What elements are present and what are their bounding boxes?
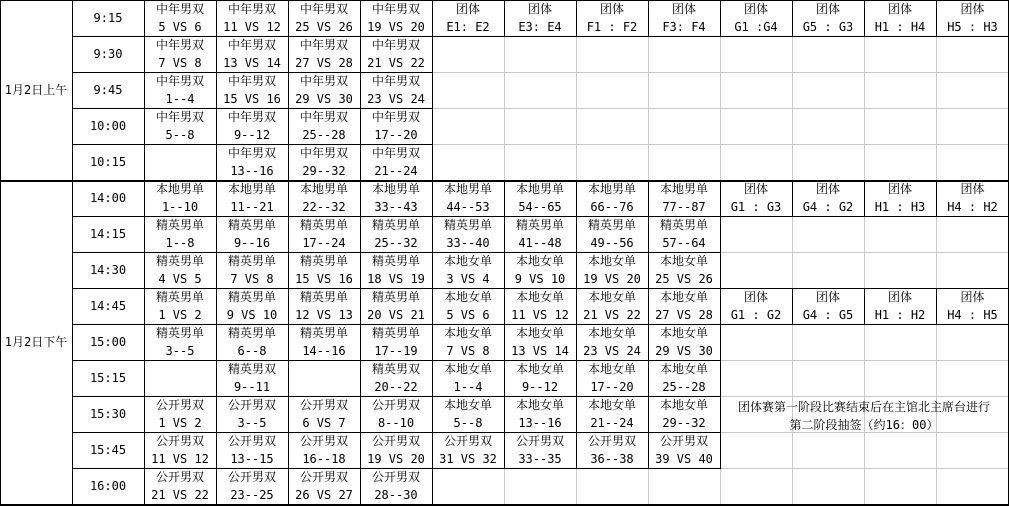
event-name: 精英男双 xyxy=(227,362,276,376)
event-name: 精英男单 xyxy=(299,218,348,232)
time-cell: 14:15 xyxy=(89,227,127,241)
draw-note-line2: 第二阶段抽签（约16：00） xyxy=(789,418,939,432)
match-pairing: 5 VS 6 xyxy=(158,20,202,34)
match-pairing: 1--8 xyxy=(165,236,195,250)
match-pairing: 25--28 xyxy=(302,128,346,142)
event-name: 本地女单 xyxy=(443,362,492,376)
event-name: 本地男单 xyxy=(587,182,636,196)
event-name: 中年男双 xyxy=(155,74,204,88)
match-pairing: 1--10 xyxy=(161,200,199,214)
match-pairing: 14--16 xyxy=(302,344,346,358)
time-cell: 15:30 xyxy=(89,407,127,421)
match-pairing: 49--56 xyxy=(590,236,634,250)
event-name: 公开男双 xyxy=(515,434,564,448)
match-pairing: 23 VS 24 xyxy=(583,344,641,358)
match-pairing: 15 VS 16 xyxy=(223,92,281,106)
event-name: 本地男单 xyxy=(155,182,204,196)
time-cell: 15:45 xyxy=(89,443,127,457)
match-pairing: 31 VS 32 xyxy=(439,452,497,466)
match-pairing: 11 VS 12 xyxy=(151,452,209,466)
event-name: 本地女单 xyxy=(515,290,564,304)
event-name: 本地女单 xyxy=(659,290,708,304)
event-name: 中年男双 xyxy=(371,74,420,88)
event-name: 公开男双 xyxy=(299,470,348,484)
event-name: 精英男单 xyxy=(227,290,276,304)
match-pairing: 11--21 xyxy=(230,200,274,214)
grid-line xyxy=(432,72,433,109)
match-pairing: 6--8 xyxy=(237,344,267,358)
grid-line xyxy=(432,36,433,73)
match-pairing: 29 VS 30 xyxy=(295,92,353,106)
event-name: 公开男双 xyxy=(155,434,204,448)
match-pairing: 39 VS 40 xyxy=(655,452,713,466)
match-pairing: 29 VS 30 xyxy=(655,344,713,358)
event-name: 团体 xyxy=(815,2,840,16)
match-pairing: H5 : H3 xyxy=(947,20,998,34)
time-cell: 10:15 xyxy=(89,155,127,169)
event-name: 精英男单 xyxy=(155,254,204,268)
match-pairing: 9 VS 10 xyxy=(514,272,566,286)
match-pairing: 20 VS 21 xyxy=(367,308,425,322)
match-pairing: 5--8 xyxy=(453,416,483,430)
match-pairing: 22--32 xyxy=(302,200,346,214)
match-pairing: 36--38 xyxy=(590,452,634,466)
match-pairing: 28--30 xyxy=(374,488,418,502)
match-pairing: 6 VS 7 xyxy=(302,416,346,430)
event-name: 本地男单 xyxy=(443,182,492,196)
event-name: 团体 xyxy=(815,290,840,304)
event-name: 精英男单 xyxy=(371,326,420,340)
event-name: 公开男双 xyxy=(371,470,420,484)
event-name: 本地女单 xyxy=(443,398,492,412)
event-name: 本地女单 xyxy=(659,254,708,268)
event-name: 本地女单 xyxy=(587,326,636,340)
event-name: 中年男双 xyxy=(155,110,204,124)
match-pairing: 57--64 xyxy=(662,236,706,250)
match-pairing: 9 VS 10 xyxy=(226,308,278,322)
event-name: 精英男单 xyxy=(371,254,420,268)
event-name: 中年男双 xyxy=(299,38,348,52)
event-name: 公开男双 xyxy=(227,434,276,448)
match-pairing: 7 VS 8 xyxy=(158,56,202,70)
match-pairing: H1 : H4 xyxy=(874,20,926,34)
time-cell: 9:30 xyxy=(93,47,123,61)
event-name: 团体 xyxy=(743,290,768,304)
match-pairing: 41--48 xyxy=(518,236,562,250)
event-name: 本地女单 xyxy=(443,290,492,304)
session-label: 1月2日上午 xyxy=(4,83,68,97)
match-pairing: F3: F4 xyxy=(662,20,706,34)
event-name: 团体 xyxy=(743,182,768,196)
event-name: 精英男单 xyxy=(227,218,276,232)
event-name: 中年男双 xyxy=(371,38,420,52)
event-name: 中年男双 xyxy=(155,2,204,16)
event-name: 团体 xyxy=(960,182,985,196)
match-pairing: 9--12 xyxy=(521,380,559,394)
event-name: 本地女单 xyxy=(659,398,708,412)
match-pairing: 7 VS 8 xyxy=(230,272,274,286)
match-pairing: E1: E2 xyxy=(446,20,490,34)
match-pairing: 3--5 xyxy=(237,416,267,430)
match-pairing: 27 VS 28 xyxy=(295,56,353,70)
match-pairing: F1 : F2 xyxy=(586,20,638,34)
event-name: 本地男单 xyxy=(227,182,276,196)
session-label: 1月2日下午 xyxy=(4,335,68,349)
event-name: 中年男双 xyxy=(299,74,348,88)
match-pairing: H4 : H2 xyxy=(947,200,998,214)
match-pairing: H4 : H5 xyxy=(947,308,998,322)
match-pairing: 33--43 xyxy=(374,200,418,214)
event-name: 精英男单 xyxy=(155,218,204,232)
grid-line xyxy=(720,432,721,469)
event-name: 本地女单 xyxy=(587,398,636,412)
event-name: 公开男双 xyxy=(659,434,708,448)
event-name: 本地女单 xyxy=(587,290,636,304)
event-name: 公开男双 xyxy=(299,398,348,412)
event-name: 中年男双 xyxy=(371,2,420,16)
match-pairing: 29--32 xyxy=(302,164,346,178)
time-cell: 15:15 xyxy=(89,371,127,385)
event-name: 中年男双 xyxy=(227,110,276,124)
match-pairing: 15 VS 16 xyxy=(295,272,353,286)
match-pairing: G4 : G5 xyxy=(802,308,854,322)
event-name: 团体 xyxy=(671,2,696,16)
event-name: 中年男双 xyxy=(227,74,276,88)
event-name: 本地女单 xyxy=(659,326,708,340)
match-pairing: 25 VS 26 xyxy=(655,272,713,286)
match-pairing: 21--24 xyxy=(374,164,418,178)
event-name: 团体 xyxy=(960,290,985,304)
event-name: 中年男双 xyxy=(155,38,204,52)
grid-line xyxy=(432,144,433,181)
match-pairing: 21 VS 22 xyxy=(151,488,209,502)
match-pairing: H1 : H2 xyxy=(874,308,926,322)
time-cell: 10:00 xyxy=(89,119,127,133)
match-pairing: 23 VS 24 xyxy=(367,92,425,106)
event-name: 精英男单 xyxy=(155,326,204,340)
event-name: 公开男双 xyxy=(299,434,348,448)
event-name: 团体 xyxy=(887,290,912,304)
match-pairing: 7 VS 8 xyxy=(446,344,490,358)
match-pairing: 27 VS 28 xyxy=(655,308,713,322)
match-pairing: 33--40 xyxy=(446,236,490,250)
match-pairing: 44--53 xyxy=(446,200,490,214)
match-pairing: 21--24 xyxy=(590,416,634,430)
time-cell: 9:15 xyxy=(93,11,123,25)
match-pairing: 18 VS 19 xyxy=(367,272,425,286)
event-name: 本地女单 xyxy=(443,254,492,268)
event-name: 中年男双 xyxy=(227,38,276,52)
event-name: 团体 xyxy=(455,2,480,16)
event-name: 精英男单 xyxy=(371,218,420,232)
time-cell: 14:45 xyxy=(89,299,127,313)
event-name: 团体 xyxy=(887,2,912,16)
grid-line xyxy=(720,216,721,253)
match-pairing: 13 VS 14 xyxy=(511,344,569,358)
grid-line xyxy=(144,144,145,181)
event-name: 中年男双 xyxy=(371,146,420,160)
match-pairing: 4 VS 5 xyxy=(158,272,202,286)
event-name: 团体 xyxy=(815,182,840,196)
match-pairing: 17--19 xyxy=(374,344,418,358)
event-name: 团体 xyxy=(743,2,768,16)
time-cell: 14:30 xyxy=(89,263,127,277)
event-name: 公开男双 xyxy=(371,398,420,412)
event-name: 团体 xyxy=(960,2,985,16)
event-name: 本地男单 xyxy=(659,182,708,196)
match-pairing: 19 VS 20 xyxy=(367,452,425,466)
match-pairing: 13--15 xyxy=(230,452,274,466)
time-cell: 15:00 xyxy=(89,335,127,349)
match-pairing: 13--16 xyxy=(230,164,274,178)
event-name: 中年男双 xyxy=(299,146,348,160)
match-pairing: 25--28 xyxy=(662,380,706,394)
match-pairing: 11 VS 12 xyxy=(223,20,281,34)
event-name: 公开男双 xyxy=(443,434,492,448)
match-pairing: 12 VS 13 xyxy=(295,308,353,322)
grid-line xyxy=(144,360,145,397)
match-pairing: 5 VS 6 xyxy=(446,308,490,322)
match-pairing: 19 VS 20 xyxy=(583,272,641,286)
event-name: 精英男单 xyxy=(515,218,564,232)
match-pairing: 9--11 xyxy=(233,380,271,394)
match-pairing: 13 VS 14 xyxy=(223,56,281,70)
match-pairing: 3--5 xyxy=(165,344,195,358)
event-name: 精英男单 xyxy=(299,254,348,268)
match-pairing: 21 VS 22 xyxy=(583,308,641,322)
event-name: 精英男单 xyxy=(299,290,348,304)
event-name: 本地男单 xyxy=(371,182,420,196)
match-pairing: 5--8 xyxy=(165,128,195,142)
event-name: 中年男双 xyxy=(299,2,348,16)
event-name: 精英男单 xyxy=(587,218,636,232)
event-name: 精英男单 xyxy=(299,326,348,340)
match-pairing: E3: E4 xyxy=(518,20,562,34)
event-name: 本地女单 xyxy=(587,362,636,376)
grid-line xyxy=(720,360,721,397)
match-pairing: 26 VS 27 xyxy=(295,488,353,502)
event-name: 中年男双 xyxy=(299,110,348,124)
event-name: 精英男单 xyxy=(227,254,276,268)
match-pairing: 25--32 xyxy=(374,236,418,250)
event-name: 精英男单 xyxy=(227,326,276,340)
event-name: 中年男双 xyxy=(227,146,276,160)
match-pairing: 29--32 xyxy=(662,416,706,430)
grid-line xyxy=(0,0,1,505)
match-pairing: 17--20 xyxy=(590,380,634,394)
match-pairing: 13--16 xyxy=(518,416,562,430)
event-name: 精英男单 xyxy=(155,290,204,304)
match-pairing: 17--20 xyxy=(374,128,418,142)
match-pairing: G5 : G3 xyxy=(802,20,854,34)
match-pairing: G1 : G2 xyxy=(730,308,782,322)
match-pairing: 77--87 xyxy=(662,200,706,214)
event-name: 团体 xyxy=(599,2,624,16)
event-name: 公开男双 xyxy=(155,398,204,412)
match-pairing: G4 : G2 xyxy=(802,200,854,214)
match-pairing: 9--12 xyxy=(233,128,271,142)
match-pairing: 9--16 xyxy=(233,236,271,250)
match-pairing: 25 VS 26 xyxy=(295,20,353,34)
event-name: 中年男双 xyxy=(227,2,276,16)
match-pairing: 16--18 xyxy=(302,452,346,466)
grid-line xyxy=(720,252,721,289)
event-name: 本地女单 xyxy=(659,362,708,376)
match-pairing: 66--76 xyxy=(590,200,634,214)
event-name: 精英男单 xyxy=(443,218,492,232)
match-pairing: 21 VS 22 xyxy=(367,56,425,70)
grid-line xyxy=(432,108,433,145)
match-pairing: 20--22 xyxy=(374,380,418,394)
match-pairing: 1--4 xyxy=(165,92,195,106)
draw-note-line1: 团体赛第一阶段比赛结束后在主馆北主席台进行 xyxy=(737,400,990,414)
event-name: 精英男双 xyxy=(371,362,420,376)
match-pairing: 54--65 xyxy=(518,200,562,214)
match-pairing: H1 : H3 xyxy=(874,200,926,214)
match-pairing: 3 VS 4 xyxy=(446,272,490,286)
event-name: 本地女单 xyxy=(587,254,636,268)
time-cell: 16:00 xyxy=(89,479,127,493)
grid-line xyxy=(432,468,433,505)
event-name: 精英男单 xyxy=(659,218,708,232)
event-name: 精英男单 xyxy=(371,290,420,304)
grid-line xyxy=(0,0,73,1)
grid-line xyxy=(288,360,289,397)
event-name: 公开男双 xyxy=(371,434,420,448)
match-pairing: 23--25 xyxy=(230,488,274,502)
event-name: 团体 xyxy=(527,2,552,16)
time-cell: 9:45 xyxy=(93,83,123,97)
event-name: 本地女单 xyxy=(443,326,492,340)
event-name: 本地男单 xyxy=(299,182,348,196)
event-name: 公开男双 xyxy=(155,470,204,484)
match-pairing: 33--35 xyxy=(518,452,562,466)
event-name: 团体 xyxy=(887,182,912,196)
event-name: 本地女单 xyxy=(515,362,564,376)
match-pairing: 17--24 xyxy=(302,236,346,250)
event-name: 本地女单 xyxy=(515,398,564,412)
event-name: 公开男双 xyxy=(587,434,636,448)
time-cell: 14:00 xyxy=(89,191,127,205)
match-pairing: 19 VS 20 xyxy=(367,20,425,34)
grid-line xyxy=(720,324,721,361)
event-name: 本地女单 xyxy=(515,326,564,340)
match-pairing: 8--10 xyxy=(377,416,415,430)
event-name: 中年男双 xyxy=(371,110,420,124)
event-name: 公开男双 xyxy=(227,398,276,412)
match-pairing: G1 :G4 xyxy=(734,20,778,34)
event-name: 本地女单 xyxy=(515,254,564,268)
match-pairing: 11 VS 12 xyxy=(511,308,569,322)
match-pairing: 1 VS 2 xyxy=(158,308,202,322)
match-pairing: 1--4 xyxy=(453,380,483,394)
event-name: 本地男单 xyxy=(515,182,564,196)
event-name: 公开男双 xyxy=(227,470,276,484)
match-pairing: 1 VS 2 xyxy=(158,416,202,430)
match-pairing: G1 : G3 xyxy=(730,200,782,214)
